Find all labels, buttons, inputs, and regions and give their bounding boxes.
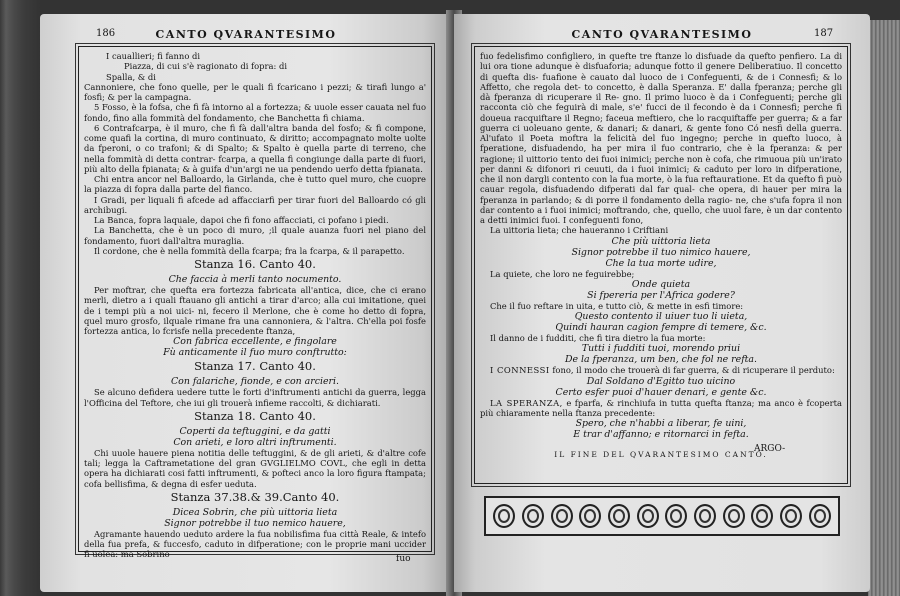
text-line: [480, 365, 842, 375]
canto-end-line: IL FINE DEL QVARANTESIMO CANTO.: [554, 450, 768, 459]
text-line: 5 Fosso, è la fofsa, che fi fà intorno al a fortezza; & uuole esser cauata nel fuo fondo, fino alla fommità del fondamento, che Banchetta fi chiama.: [84, 102, 426, 123]
text-line: La Banchetta, che è un poco di muro, ;il quale auanza fuori nel piano del fondamento, fuori dall'altra muraglia.: [84, 225, 426, 246]
left-body: [84, 51, 426, 560]
right-page: [454, 14, 870, 592]
verse-quote: Dicea Sobrin, che più uittoria lieta: [172, 506, 338, 518]
text-line: Chi uuole hauere piena notitia delle teftuggini, & de gli arieti, & d'altre cofe tali; legga la Caftrametatione del gran GVGLIELMO COVL, che egli in detta opera ha dichiarati cosi fatti inftrumenti, & pofteci anco la loro figura ftampata; cofa bellisfima, & degna di esfer ueduta.: [84, 447, 426, 489]
ornament-medallion: [522, 504, 544, 528]
stanza-heading: Stanza 16. Canto 40.: [194, 257, 316, 271]
text-line: Il cordone, che è nella fommità della fcarpa; fra la fcarpa, & il parapetto.: [94, 245, 405, 256]
ornament-medallion: [493, 504, 515, 528]
ornament-medallion: [694, 504, 716, 528]
text-line: Piazza, di cui s'è ragionato di fopra: di: [124, 61, 288, 72]
page-edges: [868, 20, 900, 596]
text-line: I cauallieri; fi fanno di: [106, 51, 201, 61]
ornament-medallion: [780, 504, 802, 528]
section-label: LA SPERANZA,: [490, 397, 563, 408]
text-span: e fparfa, & rinchiufa in tutta quefta ftanza; ma anco è fcoperta più chiaramente nella ftanza precedente:: [480, 397, 842, 418]
text-line: I Gradi, per liquali fi afcede ad affacciarfi per tirar fuori del Balloardo có gli archibugi.: [84, 194, 426, 215]
right-page-number: 187: [814, 28, 834, 39]
verse-quote: Con arieti, e loro altri inftrumenti.: [173, 436, 337, 448]
right-running-title: CANTO QVARANTESIMO: [571, 28, 753, 41]
verse-quote: Coperti da teftuggini, e da gatti: [179, 425, 331, 437]
ornamental-band: [484, 496, 840, 536]
ornament-medallion: [751, 504, 773, 528]
text-line: 6 Contrafcarpa, è il muro, che fi fà dall'altra banda del fosfo; & fi compone, come quafi la cortina, di muro continuato, & diritto; accompagnato molte uolte da fperoni, o co trafoni; & di Spalto; & Spalto è quella parte di terreno, che nella fommità di detta contrar- fcarpa, a quella fi congiunge dalla parte di fuori, più alto della fpianata; & à guifa d'un'argi ne ua pendendo uerfo detta fpianata.: [84, 122, 426, 174]
right-running-head: [454, 28, 870, 46]
left-running-head: [40, 28, 452, 46]
stanza-heading: Stanza 37.38.& 39.Canto 40.: [170, 489, 340, 504]
text-span: fono, il modo che trouerà di far guerra, & di ricuperare il perduto:: [552, 365, 835, 376]
stanza-heading: Stanza 18. Canto 40.: [194, 408, 316, 423]
ornament-medallion: [579, 504, 601, 528]
verse-quote: Certo esfer puoi d'hauer denari, e gente &c.: [555, 386, 767, 398]
verse-quote: Che la tua morte udire,: [605, 257, 717, 269]
verse-quote: Che faccia à merli tanto nocumento.: [168, 274, 342, 285]
ornament-medallion: [608, 504, 630, 528]
verse-quote: Fù anticamente il fuo muro conftrutto:: [163, 347, 347, 359]
left-running-title: CANTO QVARANTESIMO: [155, 28, 337, 41]
text-line: Che il fuo reftare in uita, e tutto ciò, & mette in esfi timore:: [490, 300, 744, 311]
verse-quote: Questo contento il uiuer tuo li uieta,: [574, 311, 748, 322]
verse-quote: Quindi hauran cagion fempre di temere, &c.: [555, 322, 767, 333]
ornament-medallion: [809, 504, 831, 528]
ornament-medallion: [637, 504, 659, 528]
stanza-heading: Stanza 17. Canto 40.: [194, 359, 316, 374]
verse-quote: De la fperanza, um ben, che fol ne refta.: [565, 354, 757, 366]
verse-quote: Onde quieta: [631, 278, 691, 290]
text-line: Per moftrar, che quefta era fortezza fabricata all'antica, dice, che ci erano merli, dietro a i quali ftauano gli antichi a tirar d'arco; alla cui imitatione, quei de i tempi più a noi uici- ni, fecero il Merlone, che è come ho detto di fopra, quel muro grosfo, ilquale rimane fra una cannoniera, & l'altra. Ch'ella poi fosfe fortezza antica, lo fcrisfe nella precedente ftanza,: [84, 285, 426, 336]
left-page: [40, 14, 452, 592]
ornament-medallion: [665, 504, 687, 528]
section-label: I CONNESSI: [490, 365, 550, 376]
verse-quote: Signor potrebbe il tuo nimico hauere,: [571, 246, 751, 258]
ornament-medallion: [551, 504, 573, 528]
right-catchword: ARGO-: [754, 444, 786, 454]
verse-quote: E trar d'affanno; e ritornarci in fefta.: [573, 429, 749, 440]
text-line: fuo fedelisfimo configliero, in quefte tre ftanze lo disfuade da quefto penfiero. La di lui ora tione adunque è disfuaforia; adunque fotto il genere Deliberatiuo. Il concetto di quefta dis- fuafione è cauato dal luoco de i Confeguenti, & de i Connesfi; & lo Affetto, che regola det- to concetto, è dalla Speranza. E' dalla fperanza; perche gli dà fperanza di ricuperare il Re- gno. Il primo luoco è da i Confeguenti; perche gli racconta ciò che feguirà di male, s'e' fucci de il fecondo è da i Connesfi; perche fi doueua racquiftare il Regno; faceua meftiero, che lo racquiftaffe per guerra; & a far guerra ci uoleuano gente, & danari; & danari, & gente fono Có nesfi della guerra. Al'ufato il Poeta moftra la felicità del fuo ingegno; perche in quefto luoco, à fperatione, disfuadendo, ha per mira il fuo contrario, che è la fperanza: & per ragione; il uittorio tento dei fuoi inimici; perche non è cofa, che rimuoua più un'irato per danni & difonori ri ceuuti, da i fuoi inimici; & caduto per loro in difperatione, che il non dargli contento con la fua morte, ò la fua reftauratione. Et da quefto fi può cauar regola, disfuadendo difperati dal far qual- che opera, di hauer per mira la fperanza in parlando; & di porre il fondamento della ragio- ne, che s'ufa fopra il non dar contento a i fuoi inimici; moftrando, che, quello, che uuol fare, è un dar contento a detti inimici fuoi. I confeguenti fono,: [480, 51, 842, 225]
text-line: [480, 398, 842, 419]
text-line: Agramante hauendo ueduto ardere la fua nobilisfima fua città Reale, & intefo della fua prefa, & fuccesfo, caduto in difperatione; con le proprie mani uccider fi uolea: ma Sobrino: [84, 528, 426, 560]
left-catchword: fuo: [396, 554, 411, 564]
verse-quote: Con falariche, fionde, e con arcieri.: [171, 376, 339, 388]
text-line: Spalla, & di: [106, 71, 156, 82]
text-line: Se alcuno defidera uedere tutte le forti d'inftrumenti antichi da guerra, legga l'Officina del Teftore, che iui gli trouerà infieme raccolti, & dichiarati.: [84, 387, 426, 408]
text-line: Chi entra ancor nel Balloardo, la Girlanda, che è tutto quel muro, che cuopre la piazza di fopra dalla parte del fianco.: [84, 174, 426, 195]
verse-quote: Che più uittoria lieta: [611, 235, 711, 247]
verse-quote: Con fabrica eccellente, e fingolare: [173, 336, 337, 348]
verse-quote: Si fpereria per l'Africa godere?: [587, 289, 735, 301]
text-line: La uittoria lieta; che haueranno i Criftiani: [490, 225, 669, 236]
verse-quote: Dal Soldano d'Egitto tuo uicino: [586, 375, 736, 387]
verse-quote: Tutti i fudditi tuoi, morendo priui: [581, 343, 741, 355]
text-line: La quiete, che loro ne feguirebbe;: [490, 268, 635, 279]
verse-quote: Signor potrebbe il tuo nemico hauere,: [164, 517, 346, 529]
verse-quote: Spero, che n'habbi a liberar, fe uini,: [575, 418, 747, 429]
text-line: La Banca, fopra laquale, dapoi che fi fono affacciati, ci pofano i piedi.: [94, 215, 389, 225]
text-line: Il danno de i fudditi, che fi tira dietro la fua morte:: [490, 333, 706, 343]
ornament-medallion: [723, 504, 745, 528]
right-body: [480, 51, 842, 460]
text-line: Cannoniere, che fono quelle, per le quali fi fcaricano i pezzi; & tirafi lungo a' fosfi; & per la campagna.: [84, 81, 426, 102]
left-page-number: 186: [96, 28, 116, 39]
